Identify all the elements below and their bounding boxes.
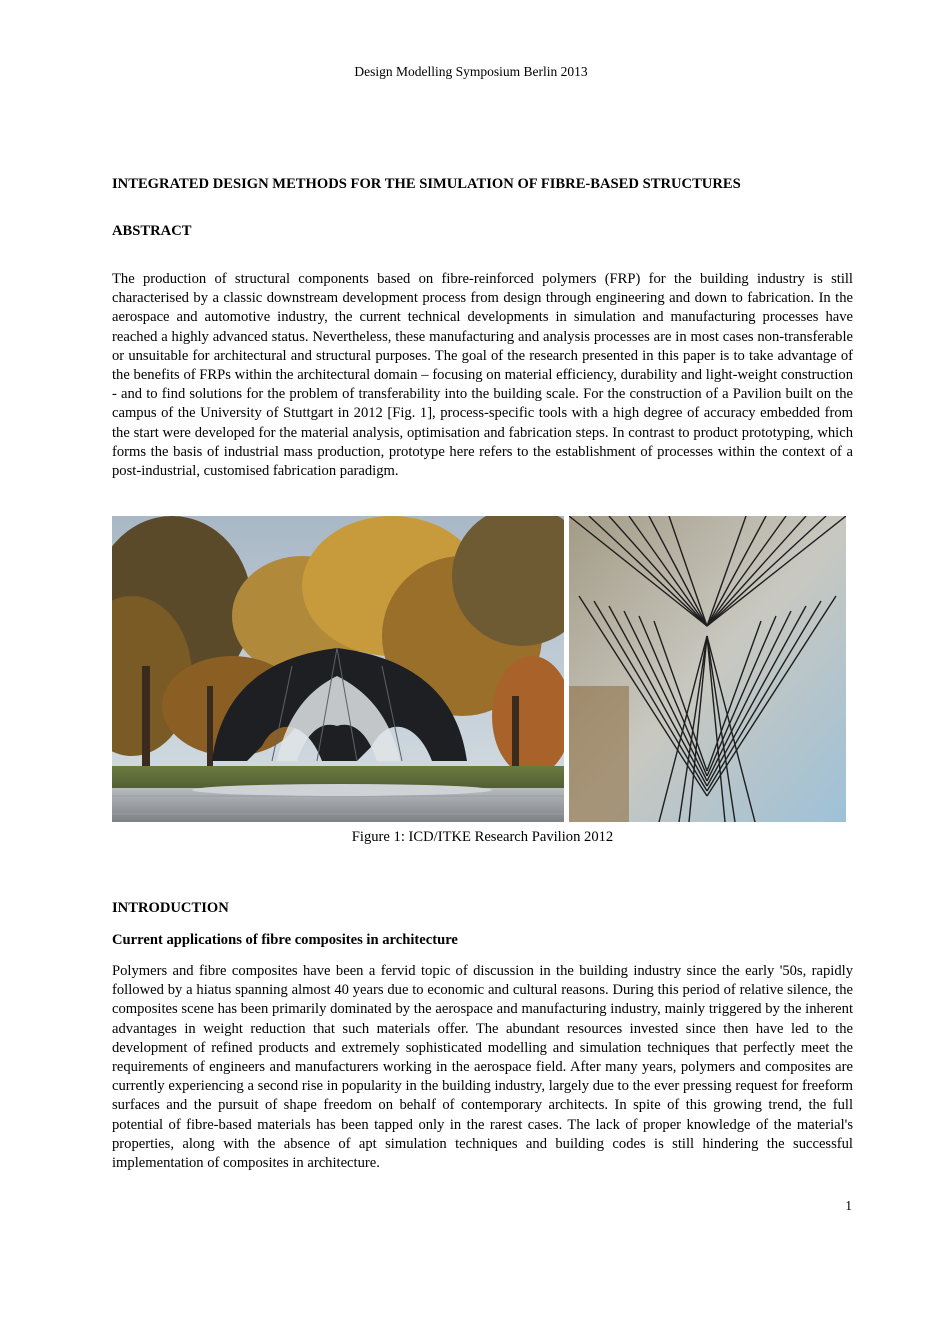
page-number: 1 <box>845 1198 852 1213</box>
introduction-text: Polymers and fibre composites have been a fervid topic of discussion in the building industry since the early '50s, rapidly followed by a hiatus spanning almost 40 years due to economic and cultural reasons. During this period of relative silence, the composites scene has been primarily dominated by the aerospace and manufacturing industry, mainly triggered by the inherent advantages in weight reduction that such materials offer. The abundant resources invested since then have led to the development of refined products and extremely sophisticated modelling and simulation techniques that perfectly meet the requirements of engineers and manufacturers working in the aerospace field. After many years, polymers and composites are currently experiencing a second rise in popularity in the building industry, largely due to the ever pressing request for freeform surfaces and the pursuit of shape freedom on behalf of contemporary architects. In spite of this growing trend, the full potential of fibre-based materials has been tapped only in the rarest cases. The lack of proper knowledge of the material's properties, along with the absence of apt simulation techniques and building codes is still hindering the successful implementation of composites in architecture. <box>112 963 853 1172</box>
figure-1 <box>112 516 846 822</box>
running-header: Design Modelling Symposium Berlin 2013 <box>354 64 588 79</box>
pavilion-photo <box>112 516 564 822</box>
paper-title: INTEGRATED DESIGN METHODS FOR THE SIMULATION OF FIBRE-BASED STRUCTURES <box>112 176 741 192</box>
abstract-text: The production of structural components based on fibre-reinforced polymers (FRP) for the building industry is still characterised by a classic downstream development process from design through engineering and down to fabrication. In the aerospace and automotive industry, the current technical developments in simulation and manufacturing processes have reached a highly advanced status. Nevertheless, these manufacturing and analysis processes are in most cases non-transferable or unsuitable for architectural and structural purposes. The goal of the research presented in this paper is to take advantage of the benefits of FRPs within the architectural domain – focusing on material efficiency, durability and light-weight construction - and to find solutions for the problem of transferability into the building scale. For the construction of a Pavilion built on the campus of the University of Stuttgart in 2012 [Fig. 1], process-specific tools with a high degree of accuracy embedded from the start were developed for the material analysis, optimisation and fabrication steps. In contrast to product prototyping, which forms the basis of industrial mass production, prototype here refers to the establishment of processes within the context of a post-industrial, customised fabrication paradigm. <box>112 271 853 480</box>
abstract-heading: ABSTRACT <box>112 223 192 239</box>
introduction-heading: INTRODUCTION <box>112 900 229 916</box>
introduction-subheading: Current applications of fibre composites in architecture <box>112 932 458 948</box>
figure-caption: Figure 1: ICD/ITKE Research Pavilion 2012 <box>351 829 614 845</box>
fibre-detail-photo <box>569 516 846 822</box>
